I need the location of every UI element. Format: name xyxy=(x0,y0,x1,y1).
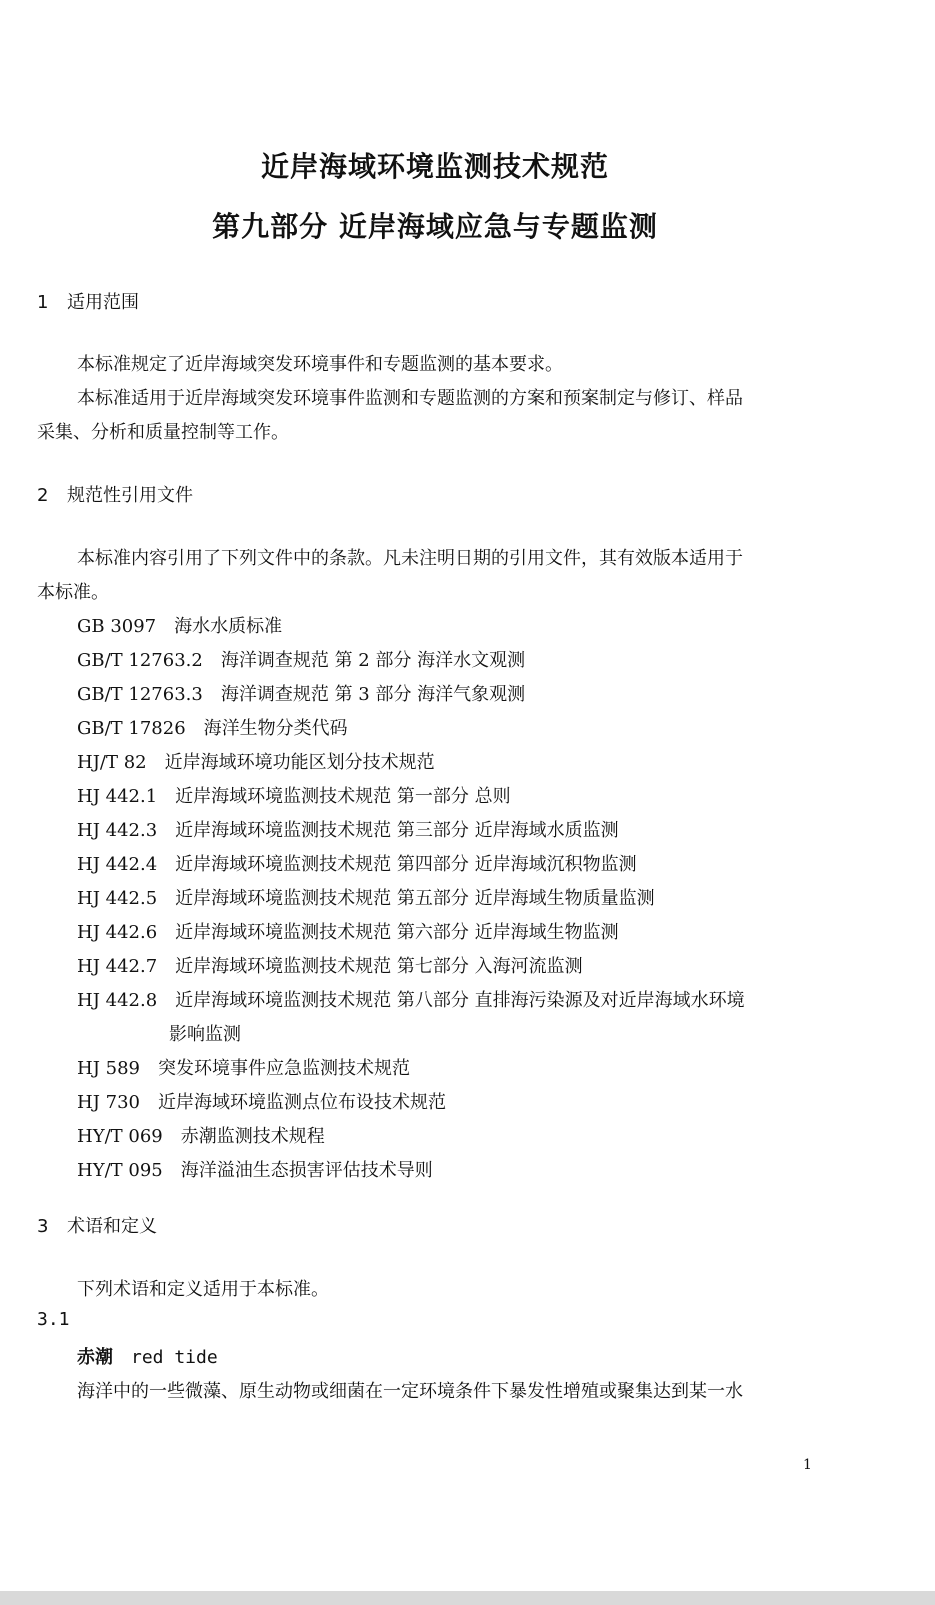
reference-code: HJ 442.4 xyxy=(77,854,158,875)
reference-item xyxy=(77,612,282,638)
section-number: 2 xyxy=(37,485,49,506)
reference-item xyxy=(77,680,525,706)
reference-title: 近岸海域环境监测技术规范 第七部分 入海河流监测 xyxy=(175,956,583,977)
paragraph: 本标准规定了近岸海域突发环境事件和专题监测的基本要求。 xyxy=(77,354,563,375)
reference-item xyxy=(77,850,637,876)
section-heading-1 xyxy=(37,288,139,314)
reference-title: 海洋生物分类代码 xyxy=(203,718,348,739)
reference-code: HJ 442.6 xyxy=(77,922,158,943)
reference-title: 近岸海域环境监测技术规范 第四部分 近岸海域沉积物监测 xyxy=(175,854,637,875)
reference-code: HJ 442.3 xyxy=(77,820,158,841)
reference-item xyxy=(77,918,619,944)
reference-title: 海水水质标准 xyxy=(174,616,283,637)
reference-item xyxy=(77,782,511,808)
term-entry xyxy=(77,1343,218,1369)
reference-code: HJ 589 xyxy=(77,1058,140,1079)
reference-item xyxy=(77,714,348,740)
reference-title: 近岸海域环境监测技术规范 第六部分 近岸海域生物监测 xyxy=(175,922,619,943)
reference-title: 赤潮监测技术规程 xyxy=(180,1126,325,1147)
reference-code: GB/T 12763.2 xyxy=(77,650,203,671)
reference-title: 近岸海域环境监测技术规范 第八部分 直排海污染源及对近岸海域水环境 xyxy=(175,990,745,1011)
reference-title: 海洋溢油生态损害评估技术导则 xyxy=(180,1160,433,1181)
section-number: 1 xyxy=(37,292,49,313)
reference-code: HJ 442.1 xyxy=(77,786,158,807)
document-subtitle: 第九部分 近岸海域应急与专题监测 xyxy=(212,210,658,243)
reference-code: GB/T 12763.3 xyxy=(77,684,203,705)
reference-item xyxy=(77,816,619,842)
page-bottom-edge xyxy=(0,1591,935,1605)
term-english: red tide xyxy=(131,1347,218,1368)
section-number: 3 xyxy=(37,1216,49,1237)
reference-title: 海洋调查规范 第 2 部分 海洋水文观测 xyxy=(220,650,526,671)
clause-number: 3.1 xyxy=(37,1309,70,1330)
reference-code: HJ 730 xyxy=(77,1092,140,1113)
term-chinese: 赤潮 xyxy=(77,1347,113,1368)
reference-item xyxy=(77,1122,325,1148)
reference-code: HJ 442.5 xyxy=(77,888,158,909)
reference-item xyxy=(77,1156,433,1182)
reference-code: HY/T 095 xyxy=(77,1160,163,1181)
reference-title-continuation: 影响监测 xyxy=(169,1024,241,1045)
reference-title: 近岸海域环境监测技术规范 第五部分 近岸海域生物质量监测 xyxy=(175,888,655,909)
reference-item xyxy=(77,646,525,672)
paragraph-continuation: 采集、分析和质量控制等工作。 xyxy=(37,422,289,443)
reference-title: 近岸海域环境监测点位布设技术规范 xyxy=(158,1092,446,1113)
section-title: 规范性引用文件 xyxy=(67,485,193,506)
reference-item xyxy=(77,986,745,1045)
reference-item xyxy=(77,952,583,978)
paragraph: 本标准适用于近岸海域突发环境事件监测和专题监测的方案和预案制定与修订、样品 xyxy=(77,388,743,409)
reference-code: HY/T 069 xyxy=(77,1126,163,1147)
reference-title: 近岸海域环境功能区划分技术规范 xyxy=(164,752,435,773)
paragraph-continuation: 本标准。 xyxy=(37,582,109,603)
reference-code: GB 3097 xyxy=(77,616,157,637)
document-title: 近岸海域环境监测技术规范 xyxy=(260,150,609,183)
section-heading-2 xyxy=(37,481,193,507)
reference-item xyxy=(77,1088,446,1114)
reference-title: 突发环境事件应急监测技术规范 xyxy=(158,1058,410,1079)
reference-item xyxy=(77,884,655,910)
reference-item xyxy=(77,1054,410,1080)
reference-code: HJ 442.8 xyxy=(77,990,158,1011)
reference-title: 海洋调查规范 第 3 部分 海洋气象观测 xyxy=(220,684,526,705)
paragraph: 本标准内容引用了下列文件中的条款。凡未注明日期的引用文件，其有效版本适用于 xyxy=(77,548,743,569)
term-definition: 海洋中的一些微藻、原生动物或细菌在一定环境条件下暴发性增殖或聚集达到某一水 xyxy=(77,1381,743,1402)
section-title: 适用范围 xyxy=(67,292,139,313)
reference-code: GB/T 17826 xyxy=(77,718,186,739)
reference-code: HJ/T 82 xyxy=(77,752,147,773)
reference-code: HJ 442.7 xyxy=(77,956,158,977)
reference-title: 近岸海域环境监测技术规范 第三部分 近岸海域水质监测 xyxy=(175,820,619,841)
page-number: 1 xyxy=(803,1457,812,1473)
reference-title: 近岸海域环境监测技术规范 第一部分 总则 xyxy=(175,786,511,807)
section-title: 术语和定义 xyxy=(67,1216,157,1237)
paragraph: 下列术语和定义适用于本标准。 xyxy=(77,1279,329,1300)
reference-item xyxy=(77,748,435,774)
section-heading-3 xyxy=(37,1212,157,1238)
